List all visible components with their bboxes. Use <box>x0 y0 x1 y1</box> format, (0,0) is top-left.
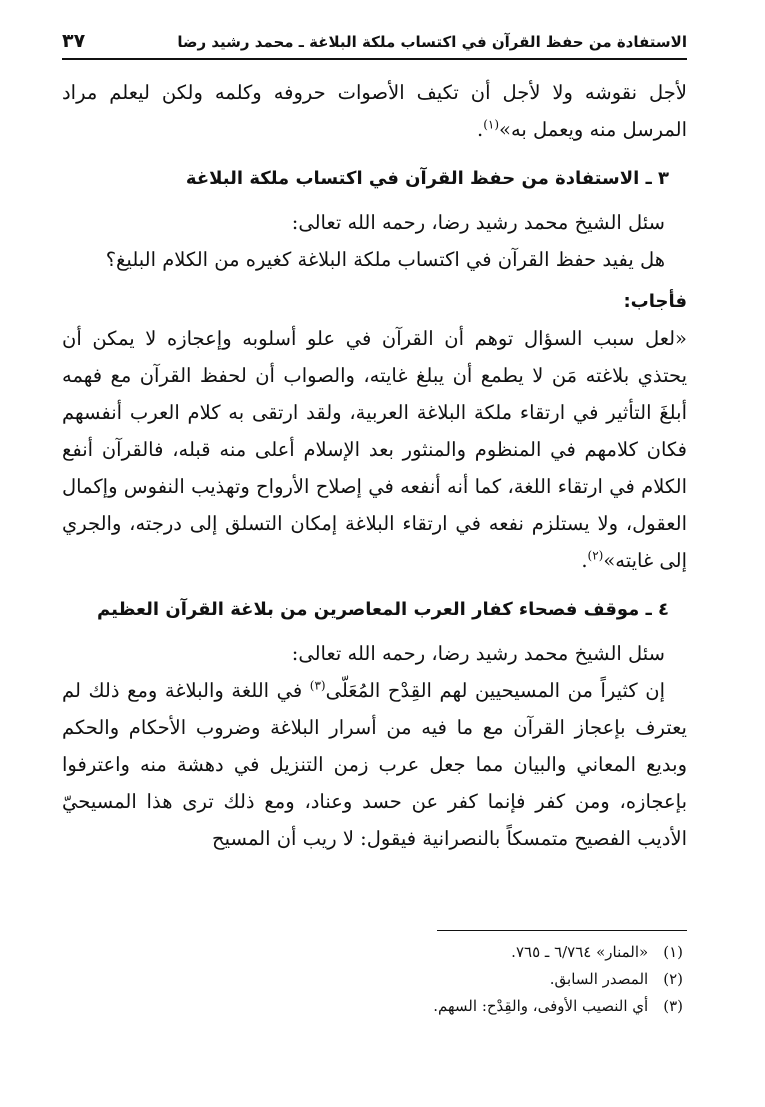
header-title: الاستفادة من حفظ القرآن في اكتساب ملكة البلاغة ـ محمد رشيد رضا <box>177 33 687 51</box>
footnote-ref-2: (٢) <box>587 548 604 563</box>
running-header <box>62 30 687 60</box>
section-3-question: هل يفيد حفظ القرآن في اكتساب ملكة البلاغة كغيره من الكلام البليغ؟ <box>105 248 665 271</box>
intro-paragraph: لأجل نقوشه ولا لأجل أن تكيف الأصوات حروفه وكلمه ولكن ليعلم مراد المرسل منه ويعمل به»$^{(١)}$. <box>62 81 687 141</box>
footnote-3 <box>62 993 687 1020</box>
section-4-heading: ٤ ـ موقف فصحاء كفار العرب المعاصرين من بلاغة القرآن العظيم <box>97 599 669 620</box>
footnote-2 <box>62 966 687 993</box>
footnote-divider <box>437 930 687 931</box>
footnote-2-text: المصدر السابق. <box>549 970 649 988</box>
footnote-2-number: (٢) <box>663 970 683 988</box>
footnote-1-text: «المنار» ٦/٧٦٤ ـ ٧٦٥. <box>511 943 649 961</box>
answer-label: فأجاب: <box>623 291 687 312</box>
section-3-asked: سئل الشيخ محمد رشيد رضا، رحمه الله تعالى: <box>291 211 665 234</box>
section-4-text: إن كثيراً من المسيحيين لهم القِدْح المُعَلّى$^{(٣)}$ في اللغة والبلاغة ومع ذلك لم يعترف بإعجاز القرآن مع ما فيه من أسرار البلاغة وضروب الأحكام والحكم وبديع المعاني والبيان مما جعل عرب زمن التنزيل في دهشة منه واعترفوا بإعجازه، ومن كفر فإنما كفر عن حسد وعناد، ومع ذلك ترى هذا المسيحيّ الأديب الفصيح متمسكاً بالنصرانية فيقول: لا ريب أن المسيح <box>62 678 687 850</box>
footnote-3-text: أي النصيب الأوفى، والقِدْح: السهم. <box>433 997 649 1015</box>
footnote-3-number: (٣) <box>663 997 683 1015</box>
section-3-heading: ٣ ـ الاستفادة من حفظ القرآن في اكتساب ملكة البلاغة <box>185 168 669 189</box>
footnote-ref-1: (١) <box>483 117 500 132</box>
footnote-1 <box>62 939 687 966</box>
page-content <box>62 30 687 857</box>
section-4-asked: سئل الشيخ محمد رشيد رضا، رحمه الله تعالى: <box>291 642 665 665</box>
footnote-ref-3: (٣) <box>309 678 326 693</box>
section-3-answer: «لعل سبب السؤال توهم أن القرآن في علو أسلوبه وإعجازه لا يمكن أن يحتذي بلاغته مَن لا يطمع أن يبلغ غايته، والصواب أن لحفظ القرآن مع فهمه أبلغَ التأثير في ارتقاء ملكة البلاغة العربية، ولقد ارتقى به كلام العرب أنفسهم فكان كلامهم في المنظوم والمنثور بعد الإسلام أعلى منه قبله، فالقرآن أنفع الكلام في ارتقاء اللغة، كما أنه أنفعه في إصلاح الأرواح وتهذيب النفوس وإكمال العقول، ولا يستلزم نفعه في ارتقاء البلاغة إمكان التسلق إلى درجته، والجري إلى غايته»$^{(٢)}$. <box>62 327 687 572</box>
footnote-1-number: (١) <box>663 943 683 961</box>
page-number: ٣٧ <box>62 30 86 52</box>
footnotes <box>62 930 687 1020</box>
